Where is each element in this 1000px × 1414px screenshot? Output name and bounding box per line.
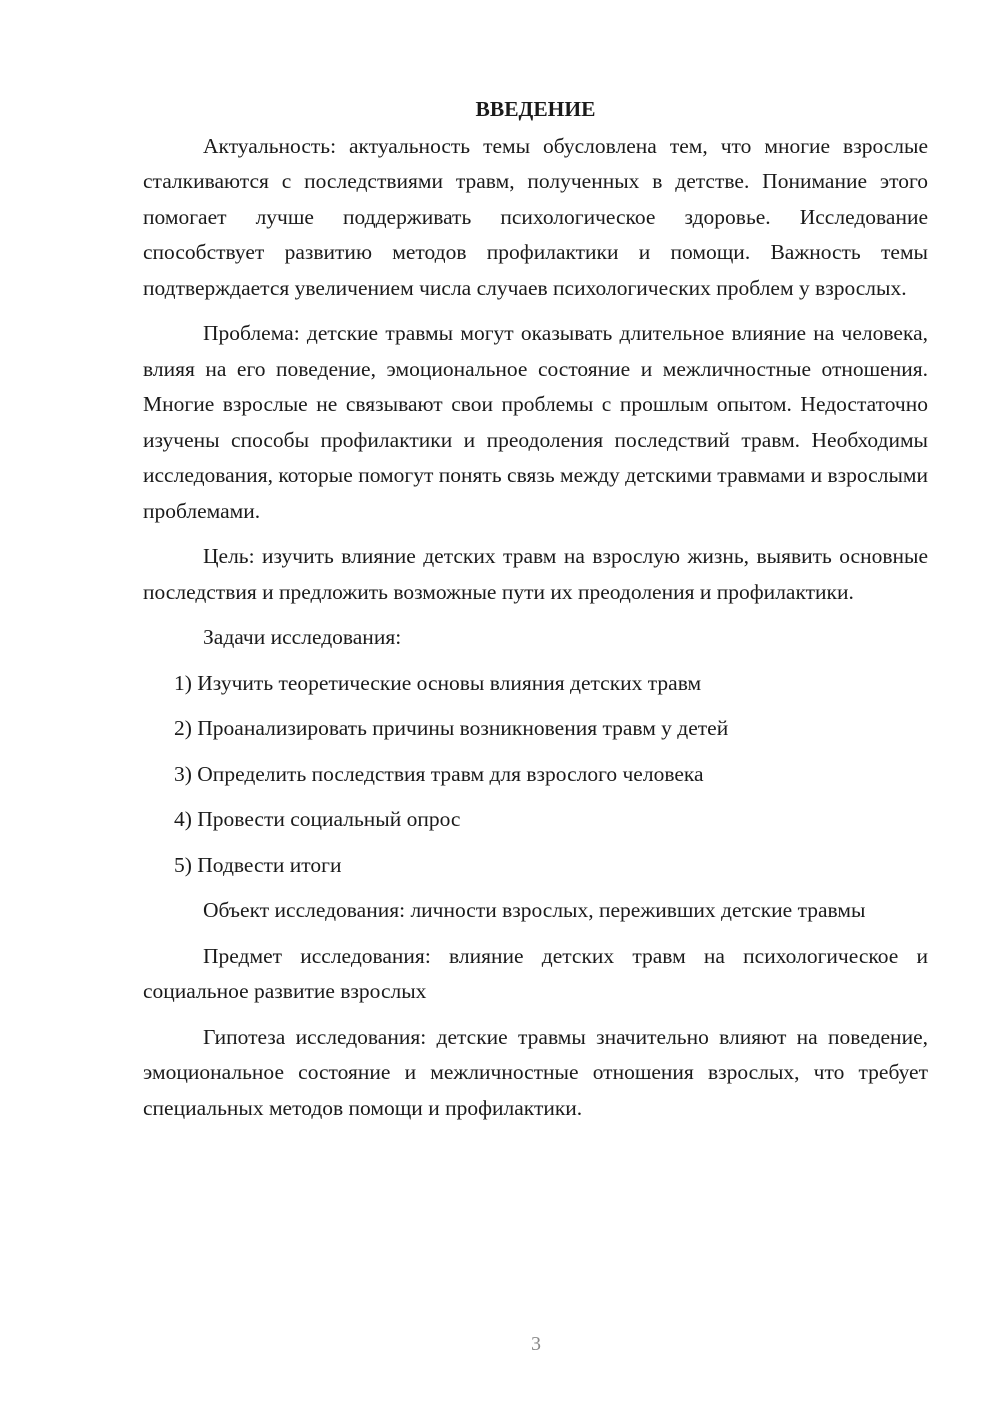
relevance-paragraph: Актуальность: актуальность темы обусловлена тем, что многие взрослые сталкиваются с последствиями травм, полученных в детстве. Понимание этого помогает лучше поддерживать психологическое здоровье. Исследование способствует развитию методов профилактики и помощи. Важность темы подтверждается увеличением числа случаев психологических проблем у взрослых. — [143, 133, 928, 300]
page-number: 3 — [531, 1333, 541, 1355]
hypothesis-paragraph: Гипотеза исследования: детские травмы значительно влияют на поведение, эмоциональное состояние и межличностные отношения взрослых, что требует специальных методов помощи и профилактики. — [143, 1024, 928, 1120]
subject-paragraph: Предмет исследования: влияние детских травм на психологическое и социальное развитие взрослых — [143, 943, 928, 1003]
document-page — [143, 92, 928, 1136]
goal-paragraph: Цель: изучить влияние детских травм на взрослую жизнь, выявить основные последствия и предложить возможные пути их преодоления и профилактики. — [143, 544, 928, 604]
object-paragraph: Объект исследования: личности взрослых, переживших детские травмы — [203, 898, 866, 922]
task-item: 2) Проанализировать причины возникновения травм у детей — [174, 716, 729, 740]
task-item: 5) Подвести итоги — [174, 852, 342, 877]
task-item: 4) Провести социальный опрос — [174, 807, 461, 831]
page-title: ВВЕДЕНИЕ — [475, 97, 596, 121]
task-item: 3) Определить последствия травм для взрослого человека — [174, 761, 704, 786]
task-item: 1) Изучить теоретические основы влияния детских травм — [174, 670, 702, 695]
problem-paragraph: Проблема: детские травмы могут оказывать длительное влияние на человека, влияя на его поведение, эмоциональное состояние и межличностные отношения. Многие взрослые не связывают свои проблемы с прошлым опытом. Недостаточно изучены способы профилактики и преодоления последствий травм. Необходимы исследования, которые помогут понять связь между детскими травмами и взрослыми проблемами. — [143, 321, 928, 523]
tasks-heading: Задачи исследования: — [203, 625, 402, 649]
task-list — [143, 666, 928, 884]
